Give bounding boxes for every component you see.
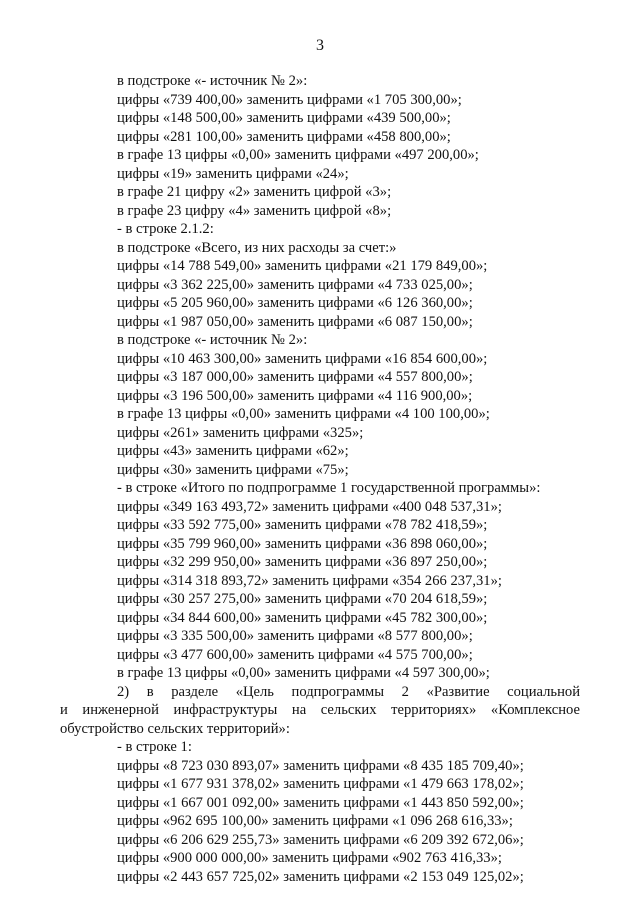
text-line: цифры «3 196 500,00» заменить цифрами «4 116 900,00»; [117,387,473,404]
text-line: - в строке «Итого по подпрограмме 1 государственной программы»: [117,480,541,496]
text-line: в графе 13 цифры «0,00» заменить цифрами «497 200,00»; [117,147,479,163]
text-line: в графе 23 цифру «4» заменить цифрой «8»; [117,202,392,219]
text-line: цифры «1 677 931 378,02» заменить цифрами «1 479 663 178,02»; [117,776,524,792]
text-line: в графе 13 цифры «0,00» заменить цифрами «4 597 300,00»; [117,665,490,681]
text-line: цифры «19» заменить цифрами «24»; [117,165,349,182]
text-line: цифры «900 000 000,00» заменить цифрами «902 763 416,33»; [117,850,502,866]
text-line: в подстроке «- источник № 2»: [117,73,308,89]
text-line: цифры «6 206 629 255,73» заменить цифрами «6 209 392 672,06»; [117,831,524,848]
text-line: цифры «1 667 001 092,00» заменить цифрами «1 443 850 592,00»; [117,794,524,811]
document-body [0,72,640,886]
text-line: обустройство сельских территорий»: [60,720,290,737]
text-line: цифры «1 987 050,00» заменить цифрами «6 087 150,00»; [117,313,473,330]
text-line: цифры «8 723 030 893,07» заменить цифрами «8 435 185 709,40»; [117,757,524,774]
text-line: цифры «33 592 775,00» заменить цифрами «78 782 418,59»; [117,517,488,533]
text-line: цифры «3 362 225,00» заменить цифрами «4 733 025,00»; [117,276,473,293]
text-line: в подстроке «- источник № 2»: [117,332,308,348]
text-line: - в строке 2.1.2: [117,221,214,237]
text-line: цифры «148 500,00» заменить цифрами «439 500,00»; [117,110,451,126]
text-line: цифры «3 335 500,00» заменить цифрами «8 577 800,00»; [117,628,473,644]
text-line: цифры «35 799 960,00» заменить цифрами «36 898 060,00»; [117,535,488,552]
text-line: - в строке 1: [117,739,192,755]
text-line: цифры «3 187 000,00» заменить цифрами «4 557 800,00»; [117,369,473,385]
text-line: цифры «10 463 300,00» заменить цифрами «16 854 600,00»; [117,350,488,367]
page-number: 3 [316,37,324,54]
text-line: цифры «43» заменить цифрами «62»; [117,443,349,459]
text-line: цифры «962 695 100,00» заменить цифрами «1 096 268 616,33»; [117,813,513,829]
text-line: 2) в разделе «Цель подпрограммы 2 «Развитие социальной [117,683,580,700]
text-line: цифры «32 299 950,00» заменить цифрами «36 897 250,00»; [117,554,488,570]
text-line: цифры «30 257 275,00» заменить цифрами «70 204 618,59»; [117,591,488,607]
text-line: цифры «314 318 893,72» заменить цифрами «354 266 237,31»; [117,572,502,589]
text-line: цифры «261» заменить цифрами «325»; [117,424,364,441]
text-line: цифры «5 205 960,00» заменить цифрами «6 126 360,00»; [117,295,473,311]
text-line: цифры «2 443 657 725,02» заменить цифрами «2 153 049 125,02»; [117,868,524,885]
text-line: и инженерной инфраструктуры на сельских территориях» «Комплексное [60,702,580,718]
text-line: цифры «34 844 600,00» заменить цифрами «45 782 300,00»; [117,609,488,626]
text-line: в подстроке «Всего, из них расходы за счет:» [117,239,397,256]
text-line: цифры «281 100,00» заменить цифрами «458 800,00»; [117,128,451,145]
text-line: цифры «30» заменить цифрами «75»; [117,461,349,478]
text-line: в графе 21 цифру «2» заменить цифрой «3»; [117,184,392,200]
text-line: цифры «3 477 600,00» заменить цифрами «4 575 700,00»; [117,646,473,663]
text-line: в графе 13 цифры «0,00» заменить цифрами «4 100 100,00»; [117,406,490,422]
text-line: цифры «349 163 493,72» заменить цифрами «400 048 537,31»; [117,498,502,515]
text-line: цифры «739 400,00» заменить цифрами «1 705 300,00»; [117,91,462,108]
text-line: цифры «14 788 549,00» заменить цифрами «21 179 849,00»; [117,258,488,274]
